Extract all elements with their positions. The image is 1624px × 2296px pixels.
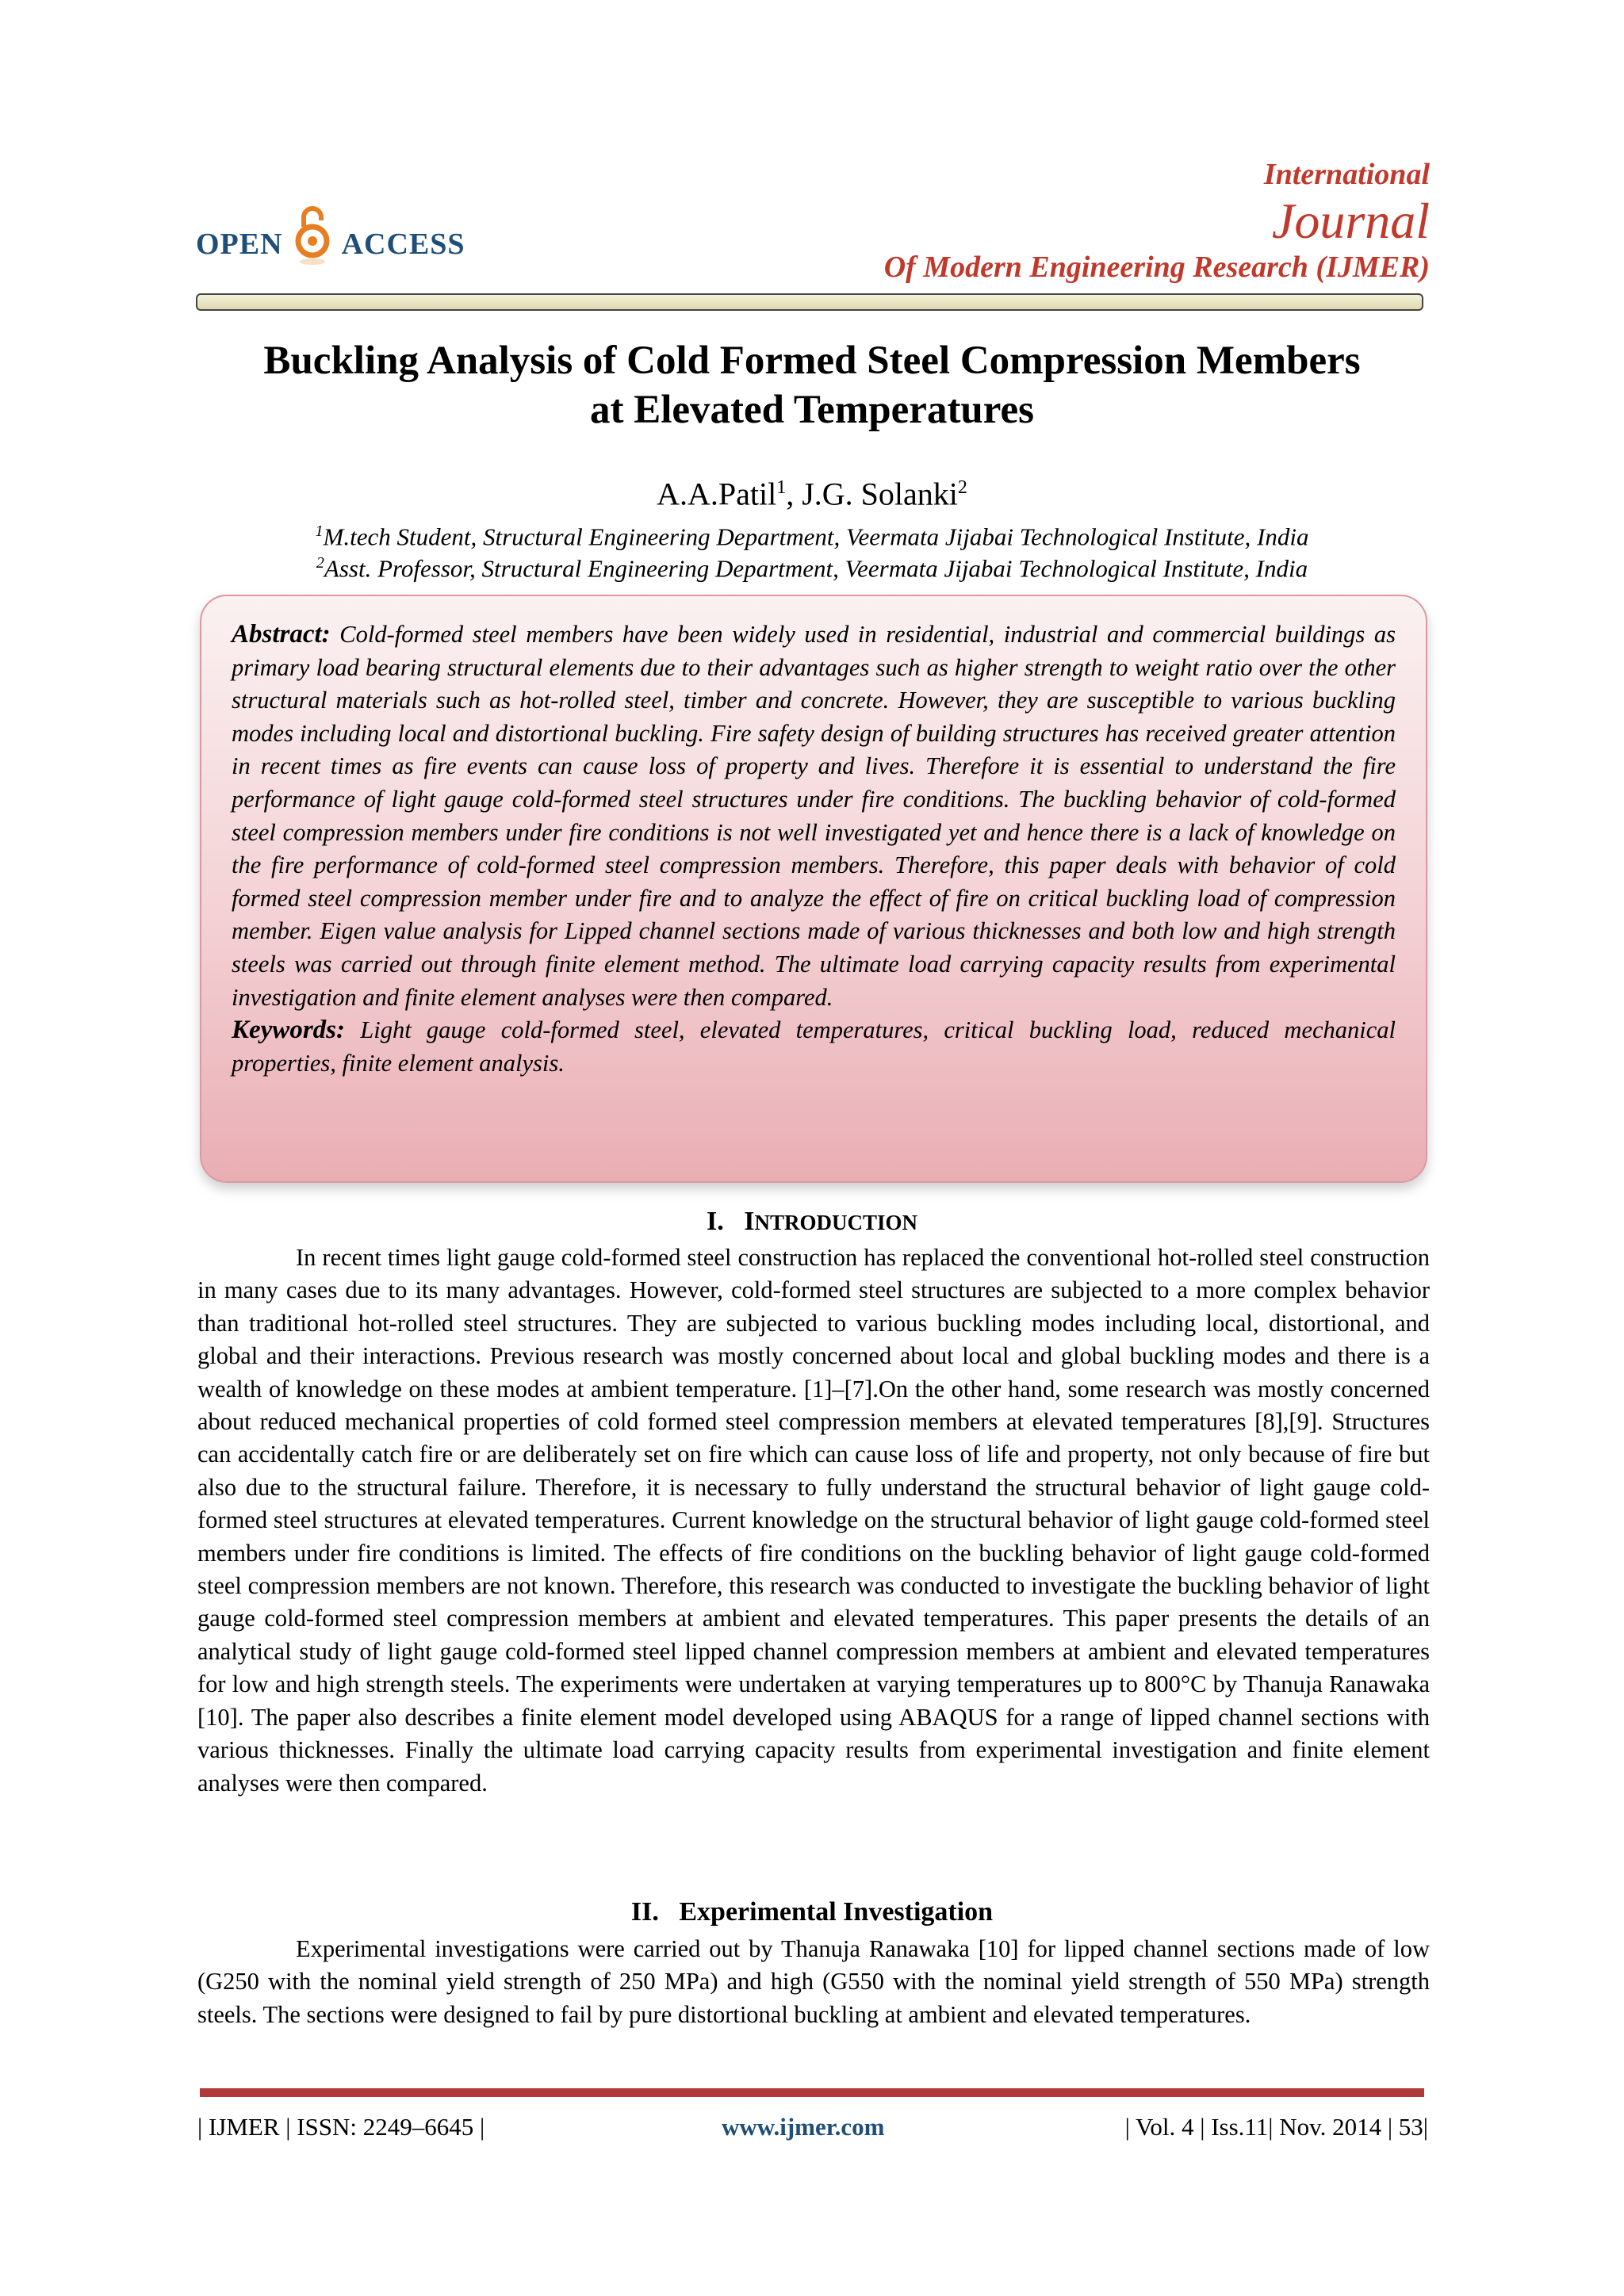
authors: [159, 468, 1465, 514]
paper-title-line1: Buckling Analysis of Cold Formed Steel Compression Members: [263, 339, 1361, 383]
affiliation-2-text: Asst. Professor, Structural Engineering Department, Veermata Jijabai Technological Institute, India: [324, 554, 1308, 583]
abstract-label: Abstract:: [232, 620, 331, 649]
journal-line-journal: Journal: [1271, 193, 1430, 249]
header-divider-bar: [196, 293, 1423, 311]
abstract: [232, 618, 1396, 1080]
section-1-paragraph: In recent times light gauge cold-formed steel construction has replaced the conventional hot-rolled steel construction in many cases due to its many advantages. However, cold-formed steel structures are subjected to a more complex behavior than traditional hot-rolled steel structures. They are subjected to various buckling modes including local, distortional, and global and their interactions. Previous research was mostly concerned about local and global buckling modes and there is a wealth of knowledge on these modes at ambient temperature. [1]–[7].On the other hand, some research was mostly concerned about reduced mechanical properties of cold formed steel compression members at elevated temperatures [8],[9]. Structures can accidentally catch fire or are deliberately set on fire which can cause loss of life and property, not only because of fire but also due to the structural failure. Therefore, it is necessary to fully understand the structural behavior of light gauge cold-formed steel structures at elevated temperatures. Current knowledge on the structural behavior of light gauge cold-formed steel members under fire conditions is limited. The effects of fire conditions on the buckling behavior of light gauge cold-formed steel compression members are not known. Therefore, this research was conducted to investigate the buckling behavior of light gauge cold-formed steel compression members at ambient and elevated temperatures. This paper presents the details of an analytical study of light gauge cold-formed steel lipped channel compression members at ambient and elevated temperatures for low and high strength steels. The experiments were undertaken at varying temperatures up to 800°C by Thanuja Ranawaka [10]. The paper also describes a finite element model developed using ABAQUS for a range of lipped channel sections with various thicknesses. Finally the ultimate load carrying capacity results from experimental investigation and finite element analyses were then compared.: [197, 1244, 1430, 1797]
open-access-left: OPEN: [196, 228, 283, 261]
open-access-right: ACCESS: [341, 228, 465, 261]
affiliation-1-sup: 1: [315, 522, 324, 540]
keywords-label: Keywords:: [232, 1016, 345, 1045]
journal-line-name: Of Modern Engineering Research (IJMER): [883, 251, 1430, 284]
open-access-logo: [196, 212, 465, 276]
keywords-text: Light gauge cold-formed steel, elevated temperatures, critical buckling load, reduced mechanical properties, finite element analysis.: [232, 1016, 1396, 1077]
affiliation-1-text: M.tech Student, Structural Engineering Department, Veermata Jijabai Technological Institute, India: [323, 522, 1309, 551]
journal-line-international: International: [1263, 158, 1430, 191]
section-1-title-rest: NTRODUCTION: [754, 1211, 917, 1234]
section-2-title: Experimental Investigation: [679, 1897, 994, 1927]
section-1-body: [197, 1242, 1430, 1800]
author-2: J.G. Solanki: [802, 476, 958, 512]
abstract-text: Cold-formed steel members have been widely used in residential, industrial and commercial buildings as primary load bearing structural elements due to their advantages such as higher strength to weight ratio over the other structural materials such as hot-rolled steel, timber and concrete. However, they are susceptible to various buckling modes including local and distortional buckling. Fire safety design of building structures has received greater attention in recent times as fire events can cause loss of property and lives. Therefore it is essential to understand the fire performance of light gauge cold-formed steel structures under fire conditions. The buckling behavior of cold-formed steel compression members under fire conditions is not well investigated yet and hence there is a lack of knowledge on the fire performance of cold-formed steel compression members. Therefore, this paper deals with behavior of cold formed steel compression member under fire and to analyze the effect of fire on critical buckling load of compression member. Eigen value analysis for Lipped channel sections made of various thicknesses and both low and high strength steels was carried out through finite element method. The ultimate load carrying capacity results from experimental investigation and finite element analyses were then compared.: [232, 621, 1396, 1011]
author-1: A.A.Patil: [657, 476, 777, 512]
affiliation-2-sup: 2: [316, 554, 324, 572]
section-1-title-initial: I: [744, 1207, 755, 1236]
affiliation-2: [159, 547, 1465, 584]
section-1-heading: [159, 1207, 1465, 1237]
footer-divider-bar: [200, 2088, 1424, 2097]
section-2-body: [197, 1933, 1430, 2031]
author-separator: ,: [786, 476, 802, 512]
section-2-number: II.: [630, 1897, 659, 1927]
footer-volume-page: | Vol. 4 | Iss.11| Nov. 2014 | 53|: [1124, 2113, 1428, 2141]
author-1-sup: 1: [776, 477, 787, 498]
paper-title-line2: at Elevated Temperatures: [589, 388, 1034, 432]
footer-issn: | IJMER | ISSN: 2249–6645 |: [197, 2113, 485, 2141]
section-2-heading: [159, 1897, 1465, 1927]
section-2-paragraph: Experimental investigations were carried out by Thanuja Ranawaka [10] for lipped channel sections made of low (G250 with the nominal yield strength of 250 MPa) and high (G550 with the nominal yield strength of 550 MPa) strength steels. The sections were designed to fail by pure distortional buckling at ambient and elevated temperatures.: [197, 1935, 1430, 2028]
section-1-number: I.: [707, 1207, 724, 1236]
journal-masthead: [884, 155, 1430, 285]
author-2-sup: 2: [957, 477, 967, 498]
paper-title: [159, 336, 1465, 434]
open-lock-icon: [294, 203, 331, 266]
footer-website-link[interactable]: www.ijmer.com: [722, 2113, 885, 2141]
